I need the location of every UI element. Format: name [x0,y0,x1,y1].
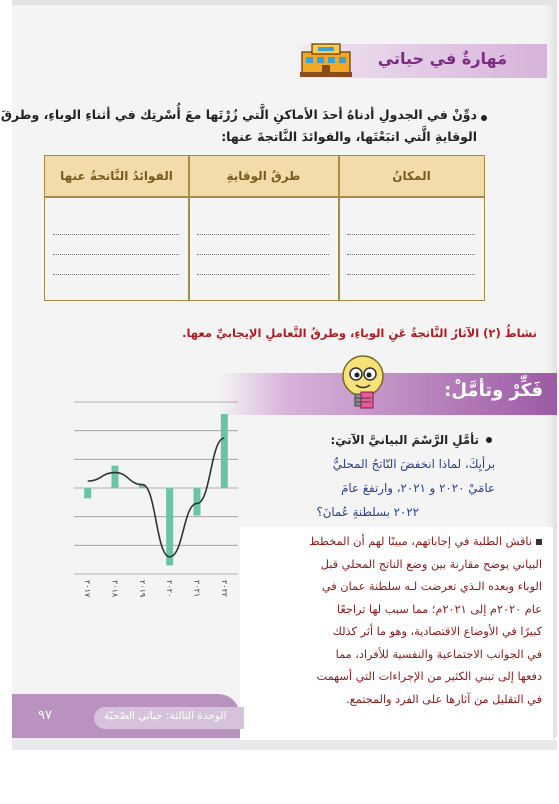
write-line [197,254,329,255]
footer-unit-label: الوحدة الثالثة: حياتي الصّحيّة [104,710,227,722]
write-line [53,254,179,255]
gdp-chart [74,396,244,608]
bottom-strip [12,740,557,750]
question-line-2: عامَيْ ٢٠٢٠ و ٢٠٢١، وارتفعَ عامَ [341,481,495,495]
chart-bar-1 [112,466,119,488]
bullet [486,437,492,443]
answer-line-1 [248,531,542,554]
teacher-answer-box [240,527,553,748]
write-line [347,274,475,275]
write-line [347,234,475,235]
write-line [53,274,179,275]
think-title: فَكِّرْ وتأمَّلْ: [444,380,543,401]
write-line [53,234,179,235]
answer-line-3: الوباء وبعده الـذي تعرضت لـه سلطنة عمان في [321,580,542,593]
answer-line-1-text: ناقش الطلبة في إجاباتهم، مبينًا لهم أن المخطط [309,535,532,548]
intro-line-2: الوقايةِ الَّتي اتبَعْتَها، والفوائدَ النَّاتجةَ عنها: [221,129,477,144]
answer-line-5: كبيرًا في الأوضاع الاقتصادية، وهو ما أثر كذلك [332,625,542,638]
skill-title: مَهارةٌ في حياتي [377,49,507,68]
lightbulb-icon [332,352,394,416]
column-rule [338,156,340,300]
intro-line-1: دوِّنْ في الجدولِ أدناهُ أحدَ الأماكنِ الَّتي زُرْتَها معَ أُسْرتِك في أثناءِ الوباءِ، وطرقَ [0,107,477,122]
chart-tick-label-4: ٢٠٢١ [192,580,202,598]
teacher-answer [248,531,542,711]
write-line [197,274,329,275]
chart-bar-0 [84,488,91,498]
chart-bar-3 [166,488,173,565]
chart-tick-label-1: ٢٠١٨ [110,580,120,598]
question-prompt: تأمَّلِ الرَّسْمَ البيانيَّ الآتيَ: [330,433,479,447]
chart-tick-label-2: ٢٠١٩ [137,580,147,598]
chart-tick-label-5: ٢٠٢٢ [219,580,229,598]
table-header-place: المكانُ [338,156,484,196]
bullet [481,115,487,121]
table-header-benefits: الفوائدُ النَّاتجةُ عنها [45,156,188,196]
chart-trend-line [88,438,225,557]
write-line [197,234,329,235]
header-rule [45,196,484,198]
answer-line-8: في التقليل من آثارها على الفرد والمجتمع. [346,692,542,706]
column-rule [188,156,190,300]
building-icon [298,42,354,78]
answer-line-7: دفعها إلى تبني الكثير من الإجراءات التي أسهمت [316,670,542,683]
chart-tick-label-3: ٢٠٢٠ [165,580,175,598]
page-number: ٩٧ [38,708,52,723]
places-table [44,155,485,301]
activity-heading: نشاطُ (٢) الآثارُ النَّاتجةُ عَنِ الوباءِ، وطرقُ التَّعاملِ الإيجابيِّ معها. [182,326,537,340]
answer-line-2: البياني يوضح مقارنة بين وضع الناتج المحلي قبل [320,557,542,571]
answer-line-4: عام ٢٠٢٠م إلى ٢٠٢١م؛ مما سبب لها تراجعًا [337,602,542,616]
answer-line-6: في الجوانب الاجتماعية والنفسية للأفراد، مما [335,647,542,661]
table-header-methods: طرقُ الوقايةِ [188,156,338,196]
chart-tick-label-0: ٢٠١٧ [83,580,93,598]
write-line [347,254,475,255]
chart-bar-5 [221,414,228,488]
square-bullet-icon [536,539,542,545]
question-line-1: برأيِكَ، لماذا انخفضَ النّاتجُ المحليُّ [332,457,495,471]
top-rule [12,0,557,5]
question-line-3: ٢٠٢٢ بسلطنةِ عُمانَ؟ [316,505,419,519]
